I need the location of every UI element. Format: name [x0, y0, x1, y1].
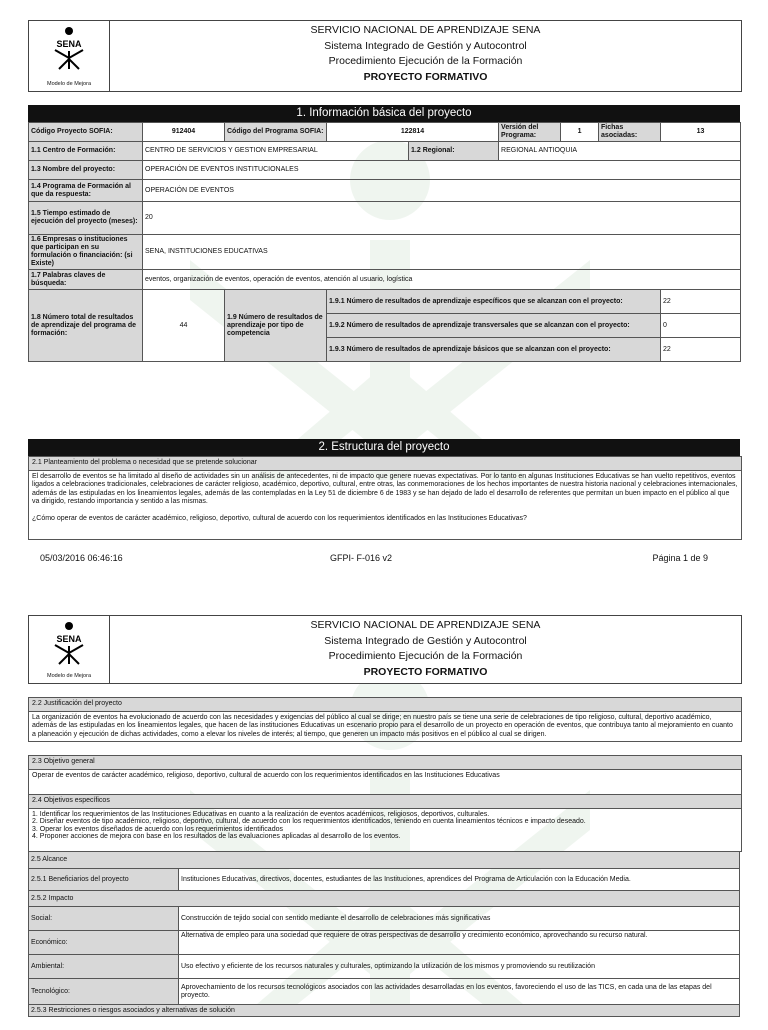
total-resultados-label: 1.8 Número total de resultados de aprendizaje del programa de formación: — [29, 290, 143, 362]
planteamiento-pregunta: ¿Cómo operar de eventos de carácter académico, religioso, deportivo, cultural de acuerdo con los requerimientos identificados en las Instituciones Educativas? — [32, 514, 527, 522]
resultados-transversales-value: 0 — [661, 314, 741, 338]
header-line3: Procedimiento Ejecución de la Formación — [328, 55, 523, 67]
fichas-value: 13 — [661, 123, 741, 142]
resultados-especificos-value: 22 — [661, 290, 741, 314]
justificacion-section — [28, 697, 742, 742]
svg-text:SENA: SENA — [56, 634, 82, 644]
impacto-economico-text: Alternativa de empleo para una sociedad que requiere de otras perspectivas de desarrollo y crecimiento económico, aprovechando su recurso natural. — [179, 931, 740, 955]
tiempo-label: 1.5 Tiempo estimado de ejecución del proyecto (meses): — [29, 202, 143, 235]
centro-value: CENTRO DE SERVICIOS Y GESTION EMPRESARIAL — [143, 142, 409, 161]
centro-label: 1.1 Centro de Formación: — [29, 142, 143, 161]
especifico-item: 3. Operar los eventos diseñados de acuerdo con los requerimientos identificados — [32, 825, 283, 833]
header-line1: SERVICIO NACIONAL DE APRENDIZAJE SENA — [310, 619, 541, 631]
planteamiento-section — [28, 456, 742, 540]
footer-page: Página 1 de 9 — [652, 553, 708, 563]
sena-logo-icon — [47, 620, 91, 666]
nombre-label: 1.3 Nombre del proyecto: — [29, 161, 143, 180]
resultados-basicos-label: 1.9.3 Número de resultados de aprendizaje básicos que se alcanzan con el proyecto: — [327, 338, 661, 362]
empresas-value: SENA, INSTITUCIONES EDUCATIVAS — [143, 235, 741, 270]
planteamiento-label: 2.1 Planteamiento del problema o necesidad que se pretende solucionar — [29, 457, 741, 471]
objetivo-text: Operar de eventos de carácter académico, religioso, deportivo, cultural de acuerdo con los requerimientos identificados en las Instituciones Educativas — [32, 771, 500, 779]
header-line2: Sistema Integrado de Gestión y Autocontrol — [324, 634, 527, 647]
document-header — [28, 20, 742, 92]
resultados-transversales-label: 1.9.2 Número de resultados de aprendizaje transversales que se alcanzan con el proyecto: — [327, 314, 661, 338]
palabras-value: eventos, organización de eventos, operación de eventos, atención al usuario, logística — [143, 270, 741, 290]
impacto-ambiental-text: Uso efectivo y eficiente de los recursos naturales y culturales, optimizando la utilización de los mismos y promoviendo su reutilización — [179, 955, 740, 979]
regional-label: 1.2 Regional: — [409, 142, 499, 161]
svg-text:SENA: SENA — [56, 39, 82, 49]
programa-formacion-value: OPERACIÓN DE EVENTOS — [143, 180, 741, 202]
fichas-label: Fichas asociadas: — [599, 123, 661, 142]
logo-caption: Modelo de Mejora — [46, 81, 92, 87]
justificacion-text: La organización de eventos ha evolucionado de acuerdo con las necesidades y exigencias del público al cual se dirige; en nuestro país se tiene una serie de celebraciones de tipo religioso, cultural, deportivo académico, además de las estipuladas en los lineamientos legales, que hacen de las instituciones Educativas un escenario propio para el desarrollo de un proyecto en operación de eventos, que contribuya tanto al mejoramiento en cuanto a planeación y ejecución de dichas actividades, como a elevar los niveles de interés; al tiempo, que generen un impacto más positivos en el público al cual se dirigen. — [32, 713, 733, 738]
section1-title: 1. Información básica del proyecto — [28, 105, 740, 122]
header-line4: PROYECTO FORMATIVO — [363, 70, 488, 83]
especifico-item: 4. Proponer acciones de mejora con base en los resultados de las evaluaciones aplicadas al desarrollo de los eventos. — [32, 833, 401, 840]
resultados-basicos-value: 22 — [661, 338, 741, 362]
impacto-tecnologico-text: Aprovechamiento de los recursos tecnológicos asociados con las actividades desarrolladas en los eventos, favoreciendo el uso de las TICS, en cada una de las etapas del proyecto. — [179, 979, 740, 1005]
basic-info-table — [28, 122, 741, 362]
total-resultados-value: 44 — [143, 290, 225, 362]
tiempo-value: 20 — [143, 202, 741, 235]
impacto-economico-label: Económico: — [29, 931, 179, 955]
programa-formacion-label: 1.4 Programa de Formación al que da respuesta: — [29, 180, 143, 202]
version-label: Versión del Programa: — [499, 123, 561, 142]
logo-caption: Modelo de Mejora — [46, 673, 92, 679]
version-value: 1 — [561, 123, 599, 142]
resultados-especificos-label: 1.9.1 Número de resultados de aprendizaje específicos que se alcanzan con el proyecto: — [327, 290, 661, 314]
planteamiento-text: El desarrollo de eventos se ha limitado al diseño de actividades sin un análisis de antecedentes, ni de impacto que genere nuevas expectativas. Por lo tanto en algunas Instituciones Educativas se han vuelto repetitivos, eventos ligados a celebraciones tradicionales, celebraciones de carácter religioso, académico, deportivo, cultural, entre otras, las conmemoraciones de los hechos importantes de nuestra historia nacional y celebraciones internacionales, además de las estipuladas en los lineamientos legales, además de las contempladas en la Ley 51 de diciembre 6 de 1983 y se han dejado de lado el desarrollo de referentes que permitan un buen impacto en el público al que va dirigido, restando importancia y sentido a las mismas. — [32, 472, 738, 505]
section2-title: 2. Estructura del proyecto — [28, 439, 740, 456]
sena-logo-icon — [47, 25, 91, 71]
header-titles — [110, 616, 741, 683]
beneficiarios-text: Instituciones Educativas, directivos, docentes, estudiantes de las Instituciones, aprendices del Programa de Articulación con la Educación Media. — [179, 869, 740, 891]
regional-value: REGIONAL ANTIOQUIA — [499, 142, 741, 161]
sena-logo — [29, 616, 110, 683]
impacto-social-label: Social: — [29, 907, 179, 931]
especifico-item: 2. Diseñar eventos de tipo académico, religioso, deportivo, cultural, de acuerdo con los requerimientos identificados, teniendo en cuenta lineamientos técnicos e impacto deseado. — [32, 818, 586, 825]
restricciones-label: 2.5.3 Restricciones o riesgos asociados y alternativas de solución — [29, 1005, 740, 1017]
palabras-label: 1.7 Palabras claves de búsqueda: — [29, 270, 143, 290]
impacto-label: 2.5.2 Impacto — [29, 891, 740, 907]
footer-code: GFPI- F-016 v2 — [330, 553, 393, 563]
sena-logo — [29, 21, 110, 91]
header-line4: PROYECTO FORMATIVO — [363, 665, 488, 678]
header-line1: SERVICIO NACIONAL DE APRENDIZAJE SENA — [310, 24, 541, 36]
header-titles — [110, 21, 741, 91]
impacto-ambiental-label: Ambiental: — [29, 955, 179, 979]
tipo-competencia-label: 1.9 Número de resultados de aprendizaje por tipo de competencia — [225, 290, 327, 362]
header-line3: Procedimiento Ejecución de la Formación — [328, 650, 523, 662]
codigo-programa-label: Código del Programa SOFIA: — [225, 123, 327, 142]
especifico-item: 1. Identificar los requerimientos de las Instituciones Educativas en cuanto a la realización de eventos académicos, religiosos, deportivos, culturales. — [32, 810, 490, 818]
codigo-programa-value: 122814 — [327, 123, 499, 142]
objetivo-label: 2.3 Objetivo general — [29, 756, 741, 770]
document-header-page2 — [28, 615, 742, 684]
alcance-table — [28, 851, 740, 1017]
beneficiarios-label: 2.5.1 Beneficiarios del proyecto — [29, 869, 179, 891]
footer-datetime: 05/03/2016 06:46:16 — [40, 553, 123, 563]
empresas-label: 1.6 Empresas o instituciones que participan en su formulación o financiación: (si Existe) — [29, 235, 143, 270]
codigo-proyecto-label: Código Proyecto SOFIA: — [29, 123, 143, 142]
justificacion-label: 2.2 Justificación del proyecto — [29, 698, 741, 712]
codigo-proyecto-value: 912404 — [143, 123, 225, 142]
alcance-label: 2.5 Alcance — [29, 852, 740, 869]
especificos-section — [28, 794, 742, 852]
header-line2: Sistema Integrado de Gestión y Autocontrol — [324, 39, 527, 52]
impacto-tecnologico-label: Tecnológico: — [29, 979, 179, 1005]
impacto-social-text: Construcción de tejido social con sentido mediante el desarrollo de celebraciones más significativas — [179, 907, 740, 931]
nombre-value: OPERACIÓN DE EVENTOS INSTITUCIONALES — [143, 161, 741, 180]
especificos-label: 2.4 Objetivos específicos — [29, 795, 741, 809]
objetivo-section — [28, 755, 742, 795]
